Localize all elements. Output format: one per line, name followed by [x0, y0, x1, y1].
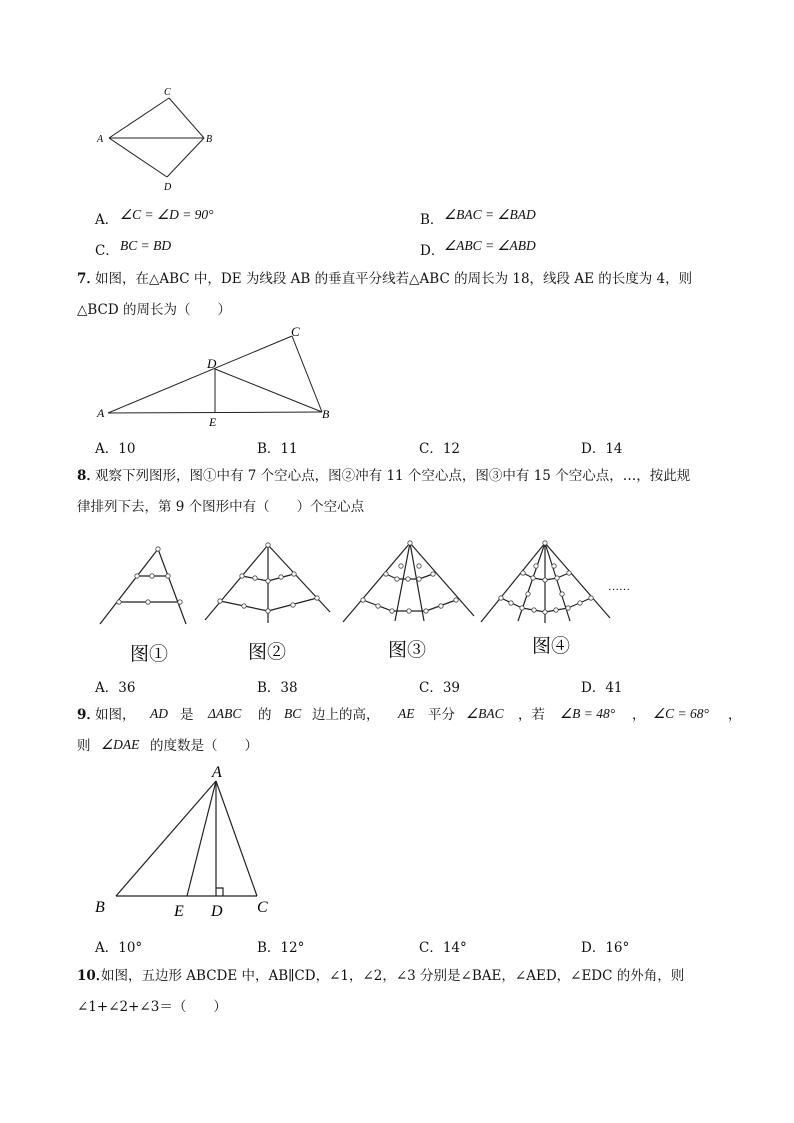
q7-number: 7． — [77, 271, 100, 287]
q8-fig1 — [100, 549, 186, 624]
q6-label-b: B — [206, 134, 213, 145]
q9-option-d: D．16° — [581, 940, 630, 956]
q8-number: 8． — [77, 468, 100, 484]
q6-label-c: C — [164, 87, 171, 98]
q7-option-a: A．10 — [95, 441, 136, 457]
q7-option-c: C．12 — [419, 441, 461, 457]
q9-label-e: E — [174, 903, 184, 920]
q8-stem-line2: 律排列下去，第 9 个图形中有（ ）个空心点 — [77, 499, 365, 515]
q6-option-c-letter: C． — [95, 243, 119, 259]
q7-option-d: D．14 — [581, 441, 623, 457]
q8-caption-4: 图④ — [532, 636, 571, 657]
q9-option-b: B．12° — [257, 940, 305, 956]
q7-label-e: E — [209, 415, 217, 429]
q6-option-d-letter: D． — [420, 243, 445, 259]
q6-option-b-text: ∠BAC = ∠BAD — [444, 207, 536, 222]
q7-label-c: C — [291, 326, 300, 339]
q8-stem-line1: 观察下列图形，图①中有 7 个空心点，图②冲有 11 个空心点，图③中有 15 个空心点，…，按此规 — [95, 468, 691, 484]
q8-caption-1: 图① — [130, 644, 169, 665]
q6-option-d-text: ∠ABC = ∠ABD — [444, 238, 536, 253]
q9-number: 9． — [77, 707, 100, 723]
q10-stem-line2: ∠1+∠2+∠3＝（ ） — [77, 999, 227, 1015]
q8-option-b: B．38 — [257, 680, 298, 696]
q9-option-a: A．10° — [95, 940, 143, 956]
q10-stem-line1: 如图，五边形 ABCDE 中，AB∥CD，∠1，∠2，∠3 分别是∠BAE，∠AED，∠EDC 的外角，则 — [101, 968, 685, 984]
q8-caption-3: 图③ — [388, 640, 427, 661]
q6-figure — [90, 82, 225, 194]
q9-label-d: D — [211, 903, 223, 920]
q6-option-c-text: BC = BD — [120, 238, 172, 253]
q9-label-a: A — [212, 764, 222, 781]
q7-figure — [92, 326, 342, 430]
q9-figure — [90, 762, 280, 924]
q8-caption-2: 图② — [248, 642, 287, 663]
q9-label-b: B — [95, 899, 105, 916]
q7-stem-line1: 如图，在△ABC 中，DE 为线段 AB 的垂直平分线若△ABC 的周长为 18，线段 AE 的长度为 4，则 — [95, 271, 693, 287]
q8-option-c: C．39 — [419, 680, 461, 696]
q7-label-d: D — [207, 356, 217, 371]
q7-label-a: A — [97, 406, 105, 420]
q6-label-a: A — [97, 134, 104, 145]
q6-option-a-text: ∠C = ∠D = 90° — [120, 207, 214, 222]
q8-option-d: D．41 — [581, 680, 623, 696]
q8-figure-strip — [90, 536, 650, 666]
q8-ellipsis: …… — [608, 581, 630, 593]
q10-number: 10． — [77, 968, 110, 984]
q9-option-c: C．14° — [419, 940, 467, 956]
q9-label-c: C — [257, 899, 268, 916]
q7-stem-line2: △BCD 的周长为（ ） — [77, 302, 231, 318]
q6-option-b-letter: B． — [420, 212, 444, 228]
q7-option-b: B．11 — [257, 441, 298, 457]
q6-label-d: D — [164, 182, 172, 193]
q8-option-a: A．36 — [95, 680, 136, 696]
q7-label-b: B — [322, 407, 330, 421]
q6-option-a-letter: A． — [95, 212, 119, 228]
